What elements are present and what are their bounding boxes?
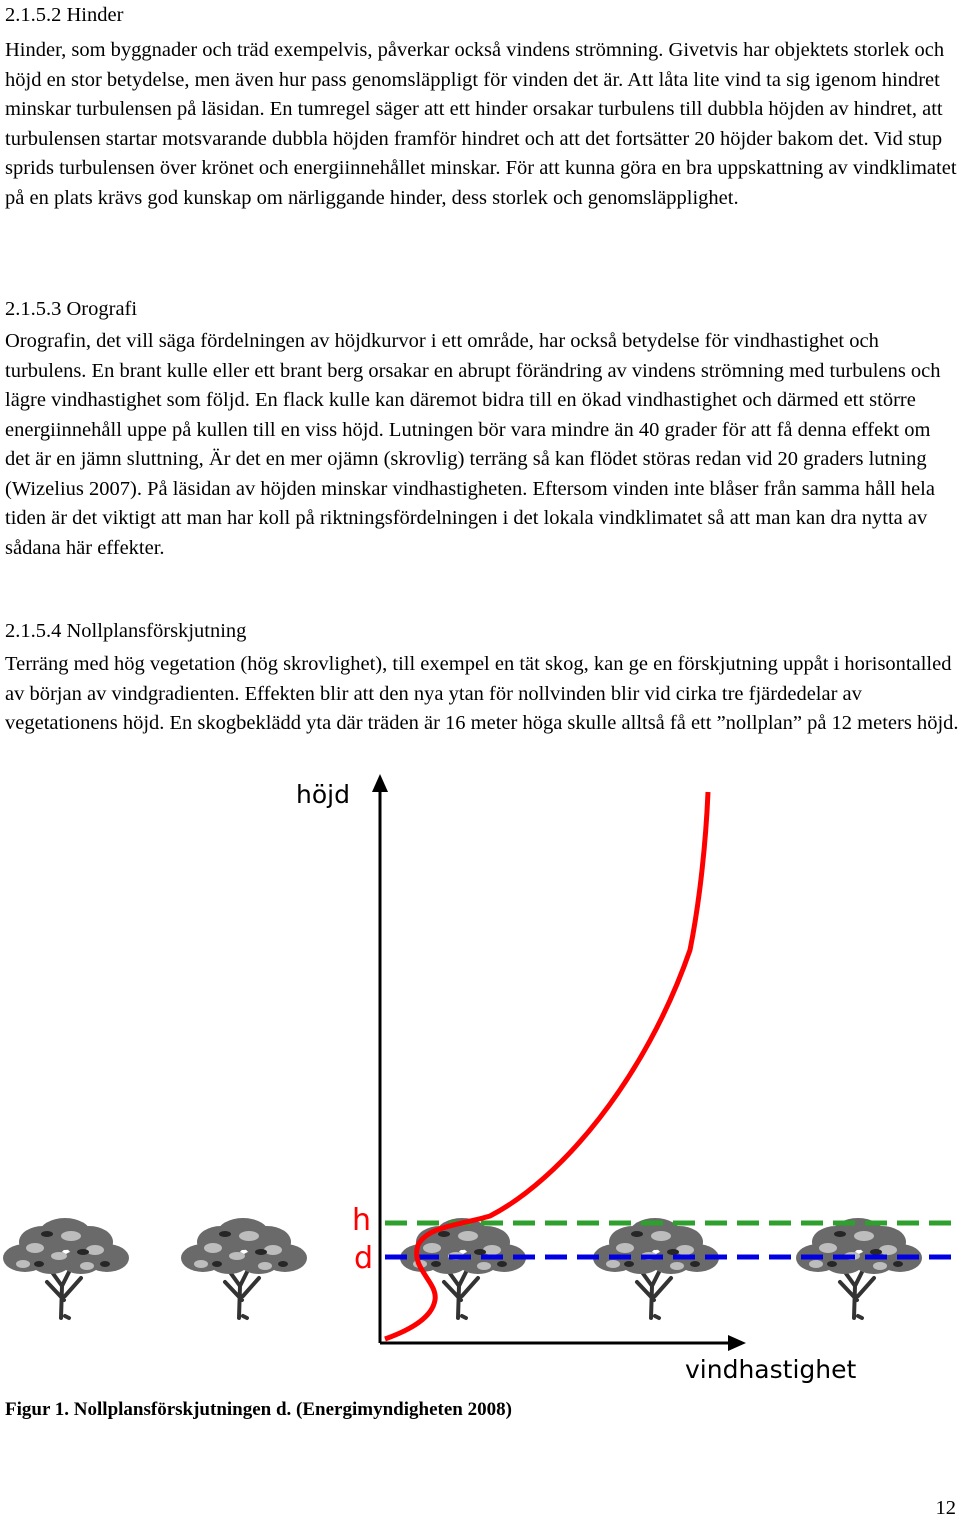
tree-5 — [796, 1218, 922, 1318]
figure-caption: Figur 1. Nollplansförskjutningen d. (Energimyndigheten 2008) — [5, 1399, 512, 1420]
x-axis-label: vindhastighet — [685, 1355, 857, 1384]
x-axis-arrow — [728, 1335, 746, 1351]
d-label: d — [354, 1241, 374, 1276]
section-body-nollplan: Terräng med hög vegetation (hög skrovlighet), till exempel en tät skog, kan ge en förskjutning uppåt i horisontalled av början av vindgradienten. Effekten blir att den nya ytan för nollvinden blir vid cirka tre fjärdedelar av vegetationens höjd. En skogbeklädd yta där träden är 16 meter höga skulle alltså få ett ”nollplan” på 12 meters höjd. — [5, 653, 959, 734]
y-axis-label: höjd — [296, 780, 350, 809]
section-body-orografi: Orografin, det vill säga fördelningen av höjdkurvor i ett område, har också betydelse för vindhastighet och turbulens. En brant kulle eller ett brant berg orsakar en abrupt förändring av vindens strömning med turbulens och lägre vindhastighet som följd. En flack kulle kan däremot bidra till en ökad vindhastighet och därmed ett större energiinnehåll uppe på kullen till en viss höjd. Lutningen bör vara mindre än 40 grader för att få denna effekt om det är en jämn sluttning, Är det en mer ojämn (skrovlig) terräng så kan flödet störas redan vid 20 graders lutning (Wizelius 2007). På läsidan av höjden minskar vindhastigheten. Eftersom vinden inte blåser från samma håll hela tiden är det viktigt att man har koll på riktningsfördelningen i det lokala vindklimatet så att man kan dra nytta av sådana här effekter. — [5, 330, 941, 559]
tree-1 — [3, 1218, 129, 1318]
section-heading-orografi: 2.1.5.3 Orografi — [5, 298, 138, 320]
page-number: 12 — [935, 1497, 956, 1519]
wind-profile-figure — [0, 770, 960, 1390]
section-heading-hinder: 2.1.5.2 Hinder — [5, 4, 124, 26]
tree-4 — [593, 1218, 719, 1318]
tree-2 — [181, 1218, 307, 1318]
tree-row — [3, 1218, 922, 1318]
y-axis-arrow — [372, 774, 388, 792]
section-body-hinder: Hinder, som byggnader och träd exempelvis, påverkar också vindens strömning. Givetvis har objektets storlek och höjd en stor betydelse, men även hur pass genomsläppligt för vinden det är. Att låta lite vind ta sig igenom hindret minskar turbulensen på läsidan. En tumregel säger att ett hinder orsakar turbulens till dubbla höjden av hindret, att turbulensen startar motsvarande dubbla höjden framför hindret och att det fortsätter 20 höjder bakom det. Vid stup sprids turbulensen över krönet och energiinnehållet minskar. För att kunna göra en bra uppskattning av vindklimatet på en plats krävs god kunskap om närliggande hinder, dess storlek och genomsläpplighet. — [5, 39, 957, 209]
h-label: h — [352, 1203, 372, 1238]
section-heading-nollplan: 2.1.5.4 Nollplansförskjutning — [5, 620, 247, 642]
